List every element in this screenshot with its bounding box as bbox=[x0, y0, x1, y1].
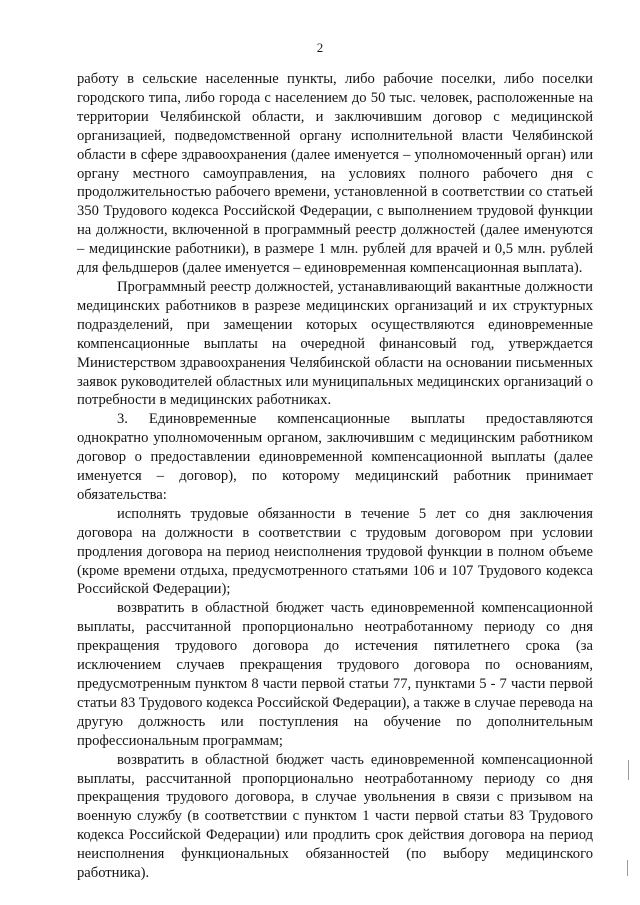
page-number: 2 bbox=[316, 40, 324, 55]
document-body bbox=[77, 70, 593, 883]
scan-edge-mark bbox=[628, 760, 629, 780]
paragraph-continuation: работу в сельские населенные пункты, либо рабочие поселки, либо поселки городского типа, либо города с населением до 50 тыс. человек, расположенные на территории Челябинской области, и заключившим договор с медицинской организацией, подведомственной органу исполнительной власти Челябинской области в сфере здравоохранения (далее именуется – уполномоченный орган) или органу местного самоуправления, на условиях полного рабочего дня с продолжительностью рабочего времени, установленной в соответствии со статьей 350 Трудового кодекса Российской Федерации, с выполнением трудовой функции на должности, включенной в программный реестр должностей (далее именуются – медицинские работники), в размере 1 млн. рублей для врачей и 0,5 млн. рублей для фельдшеров (далее именуется – единовременная компенсационная выплата). bbox=[77, 71, 593, 277]
paragraph-item-3: 3. Единовременные компенсационные выплаты предоставляются однократно уполномоченным органом, заключившим с медицинским работником договор о предоставлении единовременной компенсационной выплаты (далее именуется – договор), по которому медицинский работник принимает обязательства: bbox=[77, 411, 593, 503]
paragraph-obligation-military: возвратить в областной бюджет часть единовременной компенсационной выплаты, рассчитанной пропорционально неотработанному периоду со дня прекращения трудового договора, в случае увольнения в связи с призывом на военную службу (в соответствии с пунктом 1 части первой статьи 83 Трудового кодекса Российской Федерации) или продлить срок действия договора на период неисполнения функциональных обязанностей (по выбору медицинского работника). bbox=[77, 751, 593, 882]
paragraph-program-registry: Программный реестр должностей, устанавливающий вакантные должности медицинских работников в разрезе медицинских организаций и их структурных подразделений, при замещении которых осуществляются единовременные компенсационные выплаты на очередной финансовый год, утверждается Министерством здравоохранения Челябинской области на основании письменных заявок руководителей областных или муниципальных медицинских организаций о потребности в медицинских работниках. bbox=[77, 278, 593, 409]
scan-edge-mark bbox=[627, 860, 628, 876]
paragraph-obligation-refund: возвратить в областной бюджет часть единовременной компенсационной выплаты, рассчитанной пропорционально неотработанному периоду со дня прекращения трудового договора до истечения пятилетнего срока (за исключением случаев прекращения трудового договора по основаниям, предусмотренным пунктом 8 части первой статьи 77, пунктами 5 - 7 части первой статьи 83 Трудового кодекса Российской Федерации), а также в случае перевода на другую должность или поступления на обучение по дополнительным профессиональным программам; bbox=[77, 600, 593, 749]
paragraph-obligation-work: исполнять трудовые обязанности в течение 5 лет со дня заключения договора на должности в соответствии с трудовым договором при условии продления договора на период неисполнения трудовой функции в полном объеме (кроме времени отдыха, предусмотренного статьями 106 и 107 Трудового кодекса Российской Федерации); bbox=[77, 505, 593, 598]
